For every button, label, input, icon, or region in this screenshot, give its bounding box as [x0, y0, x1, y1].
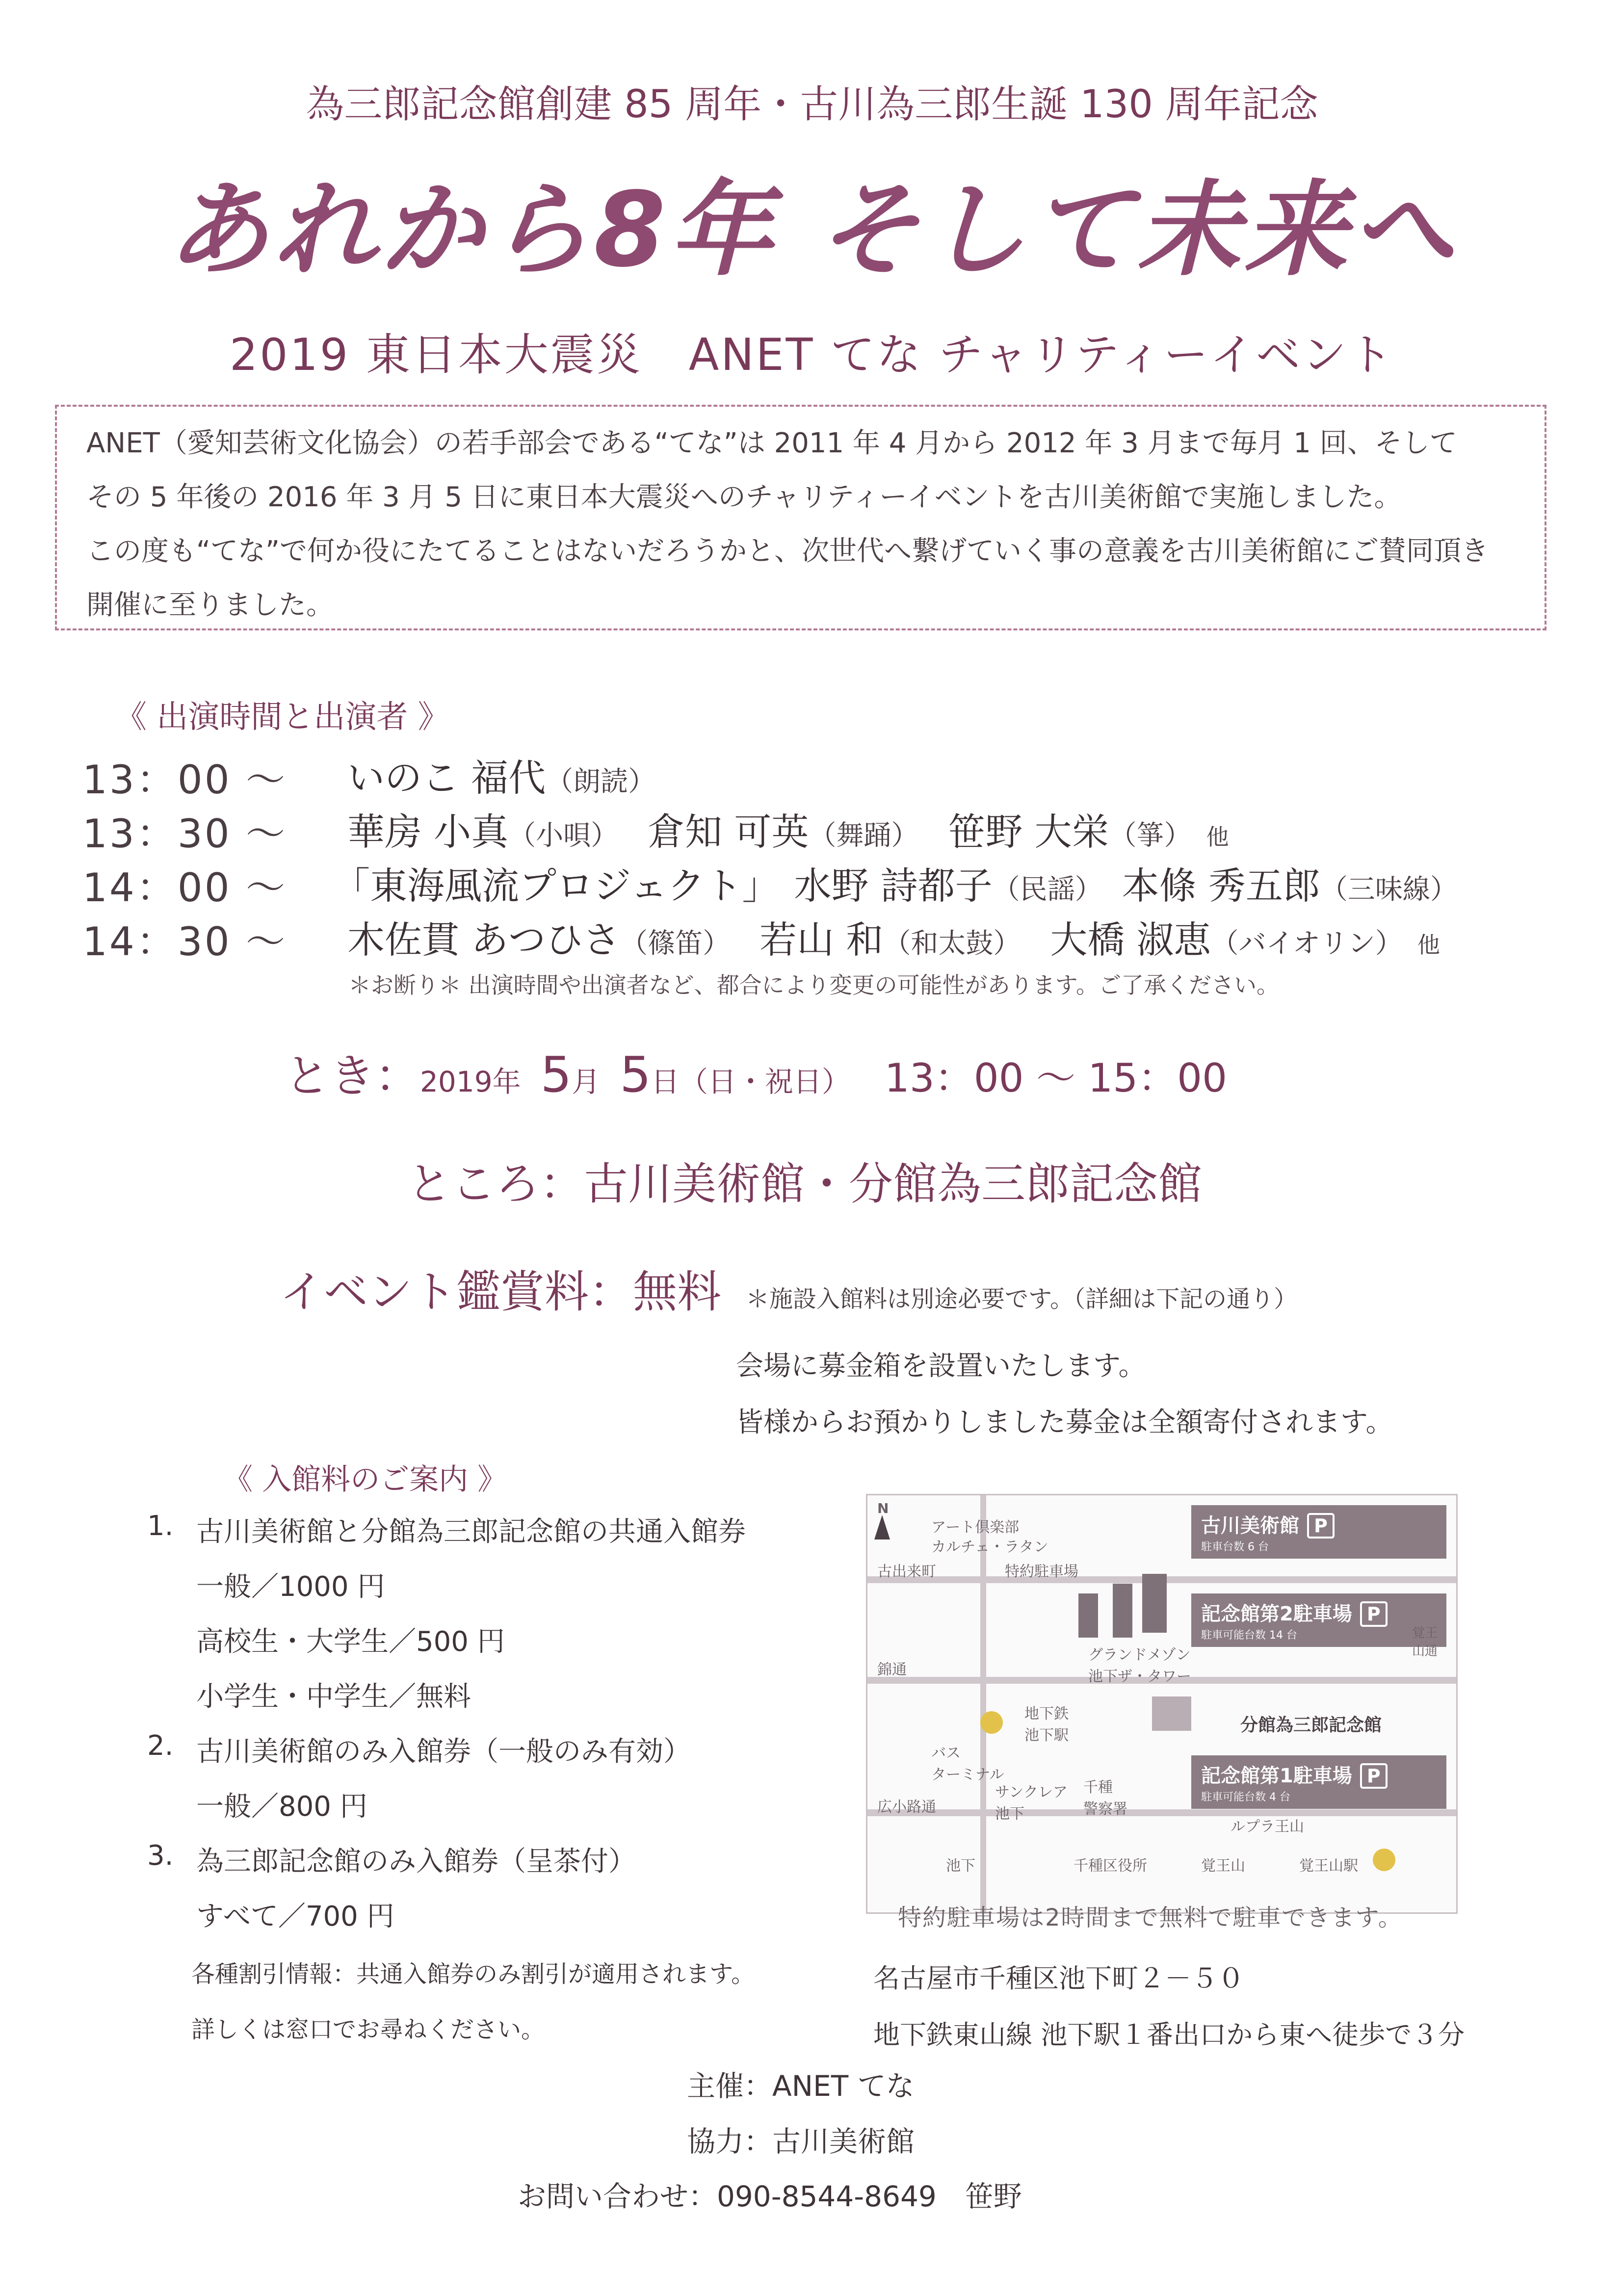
- admission-heading: 《 入館料のご案内 》: [223, 1462, 507, 1497]
- performer-name: 大橋 淑恵: [1050, 918, 1211, 962]
- map-label: 池下: [946, 1857, 975, 1875]
- performance-time: 14：00 〜: [82, 865, 288, 911]
- performer-name: 水野 詩都子: [794, 864, 993, 908]
- map-label: グランドメゾン 池下ザ・タワー: [1088, 1646, 1191, 1685]
- map-label: バス ターミナル: [931, 1745, 1004, 1783]
- map-road-label: 覚王山通: [1412, 1626, 1438, 1659]
- map-parking-2-note: 駐車可能台数 14 台: [1201, 1629, 1297, 1642]
- map-caption: 特約駐車場は2時間まで無料で駐車できます。: [898, 1904, 1403, 1931]
- map-parking-1-label: 記念館第1駐車場: [1201, 1765, 1352, 1787]
- date-day-unit: 日: [651, 1065, 680, 1098]
- event-venue: ところ：古川美術館・分館為三郎記念館: [407, 1158, 1202, 1210]
- intro-line: その 5 年後の 2016 年 3 月 5 日に東日本大震災へのチャリティーイベントを古川美術館で実施しました。: [86, 481, 1402, 513]
- map-parking-1-note: 駐車可能台数 4 台: [1201, 1791, 1290, 1803]
- date-hours: 13：00 〜 15：00: [884, 1055, 1227, 1101]
- map-label: ルプラ王山: [1231, 1818, 1304, 1835]
- date-month: 5: [540, 1046, 572, 1103]
- access-map: [866, 1494, 1458, 1914]
- map-road: [980, 1495, 986, 1912]
- performance-acts: [333, 856, 1458, 910]
- map-road-label: 古出来町: [877, 1563, 936, 1580]
- performer-role: （和太鼓）: [883, 928, 1021, 960]
- admission-price: 高校生・大学生／500 円: [196, 1626, 505, 1658]
- map-branch-label: 分館為三郎記念館: [1240, 1715, 1382, 1735]
- map-parking-1: [1191, 1755, 1446, 1809]
- admission-item-num: 3.: [147, 1840, 174, 1872]
- map-label: サンクレア 池下: [995, 1784, 1068, 1823]
- performer-name: 若山 和: [760, 918, 884, 962]
- venue-address: 名古屋市千種区池下町２－５０: [873, 1963, 1244, 1994]
- performance-time: 13：30 〜: [82, 811, 288, 857]
- map-building: [1142, 1574, 1167, 1633]
- fee-text: イベント鑑賞料：無料: [280, 1266, 721, 1318]
- cooperation: 協力：古川美術館: [687, 2125, 915, 2158]
- intro-line: この度も“てな”で何か役にたてることはないだろうかと、次世代へ繋げていく事の意義を古川美術館にご賛同頂き: [86, 535, 1489, 567]
- intro-box: [55, 405, 1546, 630]
- discount-info: 詳しくは窓口でお尋ねください。: [191, 2016, 545, 2043]
- map-parking-2-label: 記念館第2駐車場: [1201, 1603, 1352, 1625]
- event-fee: [280, 1256, 1297, 1320]
- map-label: アート倶楽部: [931, 1519, 1020, 1536]
- date-weekday: （日・祝日）: [679, 1065, 850, 1098]
- station-icon: [980, 1711, 1003, 1734]
- north-indicator: N: [877, 1500, 889, 1516]
- performer-etc: 他: [1206, 824, 1229, 850]
- date-day: 5: [620, 1046, 651, 1103]
- map-museum: [1191, 1505, 1446, 1559]
- map-label: 千種 警察署: [1083, 1779, 1127, 1818]
- map-road-label: 錦通: [877, 1661, 907, 1678]
- performer-role: （篠笛）: [620, 928, 731, 960]
- admission-price: 一般／1000 円: [196, 1571, 385, 1603]
- performer-name: 本條 秀五郎: [1122, 864, 1320, 908]
- map-road-label: 広小路通: [877, 1799, 936, 1816]
- map-label: 覚王山: [1201, 1857, 1245, 1875]
- north-arrow-icon: [874, 1515, 890, 1539]
- admission-price: すべて／700 円: [196, 1901, 394, 1932]
- performer-name: 笹野 大栄: [948, 810, 1109, 854]
- event-date: [285, 1040, 1227, 1105]
- parking-icon: P: [1360, 1763, 1388, 1789]
- performance-acts: [347, 910, 1440, 964]
- change-notice: ＊お断り＊ 出演時間や出演者など、都合により変更の可能性があります。ご了承ください。: [348, 972, 1279, 998]
- admission-item-title: 古川美術館のみ入館券（一般のみ有効）: [196, 1736, 691, 1768]
- map-label: 千種区役所: [1074, 1857, 1147, 1875]
- performance-time: 14：30 〜: [82, 919, 288, 965]
- admission-item-num: 1.: [147, 1510, 174, 1542]
- map-museum-label: 古川美術館: [1201, 1514, 1299, 1537]
- contact-info: お問い合わせ：090-8544-8649 笹野: [518, 2180, 1022, 2213]
- performance-acts: [347, 802, 1229, 856]
- page-title: あれから8年 そして未来へ: [166, 170, 1458, 290]
- map-label: 覚王山駅: [1299, 1857, 1358, 1875]
- anniversary-subtitle: 為三郎記念館創建 85 周年・古川為三郎生誕 130 周年記念: [306, 82, 1318, 127]
- parking-icon: P: [1360, 1601, 1388, 1627]
- performer-role: （朗読）: [546, 766, 656, 798]
- performer-role: （舞踊）: [809, 820, 919, 852]
- map-building: [1152, 1696, 1191, 1731]
- map-building: [1113, 1584, 1132, 1638]
- admission-item-title: 古川美術館と分館為三郎記念館の共通入館券: [196, 1516, 746, 1548]
- map-parking-2: [1191, 1593, 1446, 1647]
- intro-line: 開催に至りました。: [86, 589, 334, 621]
- admission-price: 小学生・中学生／無料: [196, 1681, 471, 1713]
- donation-line: 皆様からお預かりしました募金は全額寄付されます。: [736, 1407, 1393, 1438]
- performer-group: 「東海風流プロジェクト」: [333, 864, 780, 908]
- date-label: とき：: [285, 1050, 420, 1102]
- performer-name: 木佐貫 あつひさ: [347, 918, 621, 962]
- organizer: 主催：ANET てな: [687, 2069, 915, 2103]
- map-museum-parking: 駐車台数 6 台: [1201, 1541, 1269, 1553]
- venue-access: 地下鉄東山線 池下駅１番出口から東へ徒歩で３分: [873, 2019, 1465, 2050]
- performance-time: 13：00 〜: [82, 757, 288, 803]
- performer-name: 華房 小真: [347, 810, 509, 854]
- performer-etc: 他: [1417, 932, 1440, 958]
- map-building: [1078, 1593, 1098, 1638]
- map-road: [867, 1809, 1456, 1816]
- admission-price: 一般／800 円: [196, 1791, 367, 1823]
- map-label: 地下鉄 池下駅: [1024, 1705, 1069, 1744]
- map-label: カルチェ・ラタン: [931, 1539, 1048, 1556]
- performances-heading: 《 出演時間と出演者 》: [115, 699, 449, 735]
- event-name: 2019 東日本大震災 ANET てな チャリティーイベント: [230, 329, 1394, 381]
- donation-line: 会場に募金箱を設置いたします。: [736, 1350, 1146, 1382]
- map-label: 特約駐車場: [1005, 1563, 1078, 1580]
- performance-acts: [347, 748, 655, 802]
- performer-role: （小唄）: [508, 820, 619, 852]
- admission-item-num: 2.: [147, 1730, 174, 1762]
- performer-role: （民謡）: [992, 874, 1102, 906]
- date-year: 2019年: [420, 1065, 521, 1098]
- performer-role: （三味線）: [1320, 874, 1458, 906]
- performer-role: （バイオリン）: [1211, 928, 1403, 960]
- performer-name: いのこ 福代: [347, 756, 546, 800]
- parking-icon: P: [1307, 1513, 1335, 1539]
- fee-note: ＊施設入館料は別途必要です。（詳細は下記の通り）: [746, 1285, 1298, 1313]
- performer-name: 倉知 可英: [648, 810, 809, 854]
- admission-item-title: 為三郎記念館のみ入館券（呈茶付）: [196, 1846, 636, 1878]
- date-month-unit: 月: [572, 1065, 601, 1098]
- intro-line: ANET（愛知芸術文化協会）の若手部会である“てな”は 2011 年 4 月から 2012 年 3 月まで毎月 1 回、そして: [86, 427, 1457, 459]
- performer-role: （箏）: [1109, 820, 1192, 852]
- discount-info: 各種割引情報：共通入館券のみ割引が適用されます。: [191, 1960, 755, 1988]
- station-icon: [1373, 1849, 1395, 1871]
